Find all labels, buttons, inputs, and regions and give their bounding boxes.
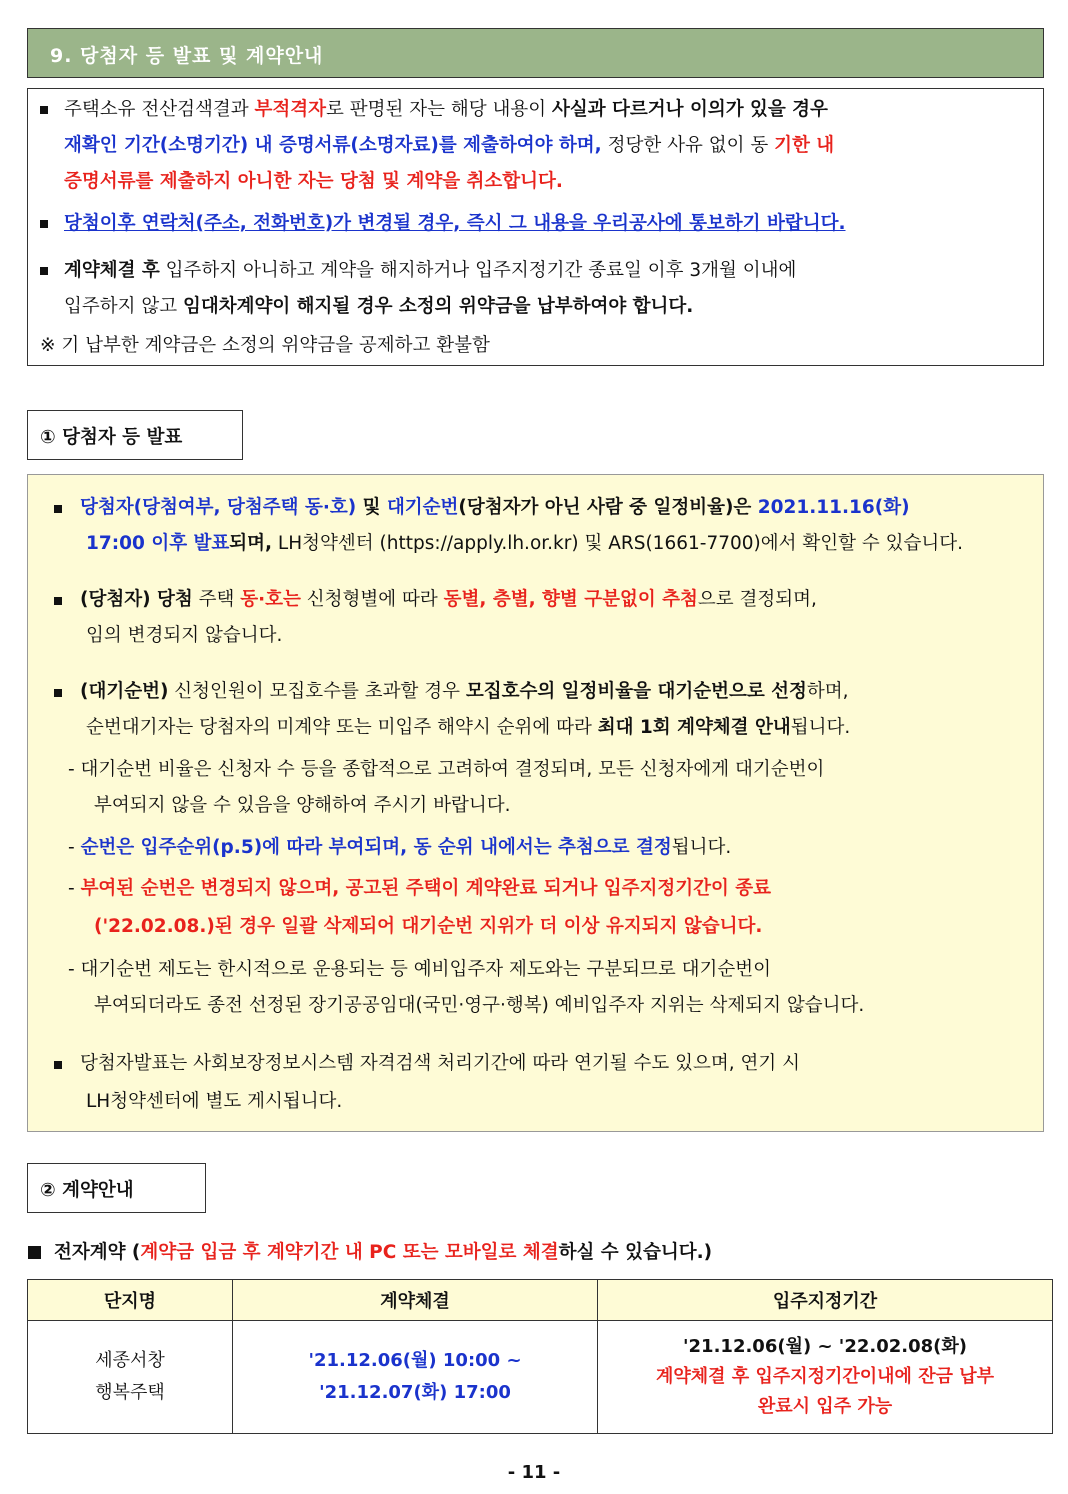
table-header: 계약체결 — [233, 1280, 598, 1321]
announce-line: LH청약센터에 별도 게시됩니다. — [86, 1091, 343, 1112]
move-in-period-cell — [598, 1321, 1053, 1434]
section-title: 9. 당첨자 등 발표 및 계약안내 — [27, 28, 1044, 78]
notice-box — [27, 88, 1044, 366]
announce-line: 임의 변경되지 않습니다. — [86, 625, 283, 646]
page-number: - 11 - — [507, 1462, 561, 1483]
move-in-note: 완료시 입주 가능 — [757, 1396, 893, 1417]
announce-line: (당첨자) 당첨 주택 동·호는 신청형별에 따라 동별, 층별, 향별 구분없이 추첨으로 결정되며, — [80, 589, 817, 610]
bullet-icon — [40, 220, 48, 228]
contract-start: '21.12.06(월) 10:00 ~ — [308, 1350, 522, 1371]
tab-announcement: ① 당첨자 등 발표 — [27, 410, 243, 460]
bullet-icon — [54, 597, 62, 605]
contract-table — [27, 1279, 1053, 1434]
notice-note: ※ 기 납부한 계약금은 소정의 위약금을 공제하고 환불함 — [40, 335, 490, 356]
announce-line: 당첨자발표는 사회보장정보시스템 자격검색 처리기간에 따라 연기될 수도 있으며, 연기 시 — [80, 1053, 801, 1074]
bullet-icon — [40, 267, 48, 275]
move-in-period: '21.12.06(월) ~ '22.02.08(화) — [683, 1336, 967, 1357]
table-header: 단지명 — [28, 1280, 233, 1321]
tab-contract: ② 계약안내 — [27, 1163, 206, 1213]
announce-dash-line: - 대기순번 비율은 신청자 수 등을 종합적으로 고려하여 결정되며, 모든 신청자에게 대기순번이 — [68, 759, 825, 780]
square-bullet-icon — [28, 1246, 41, 1259]
table-header-row — [28, 1280, 1053, 1321]
complex-type: 행복주택 — [95, 1382, 165, 1403]
announce-line: 순번대기자는 당첨자의 미계약 또는 미입주 해약시 순위에 따라 최대 1회 계약체결 안내됩니다. — [86, 717, 851, 738]
bullet-icon — [40, 106, 48, 114]
notice-line: 증명서류를 제출하지 아니한 자는 당첨 및 계약을 취소합니다. — [64, 171, 563, 192]
announce-line: 17:00 이후 발표되며, LH청약센터 (https://apply.lh.or.kr) 및 ARS(1661-7700)에서 확인할 수 있습니다. — [86, 533, 963, 554]
move-in-note: 계약체결 후 입주지정기간이내에 잔금 납부 — [655, 1366, 995, 1387]
announce-dash-line: 부여되지 않을 수 있음을 양해하여 주시기 바랍니다. — [94, 795, 511, 816]
complex-name: 세종서창 — [95, 1350, 165, 1371]
notice-line: 재확인 기간(소명기간) 내 증명서류(소명자료)를 제출하여야 하며, 정당한 사유 없이 동 기한 내 — [64, 135, 835, 156]
announce-dash-line: ('22.02.08.)된 경우 일괄 삭제되어 대기순번 지위가 더 이상 유지되지 않습니다. — [94, 916, 763, 937]
complex-name-cell — [28, 1321, 233, 1434]
notice-line: 계약체결 후 입주하지 아니하고 계약을 해지하거나 입주지정기간 종료일 이후 3개월 이내에 — [64, 260, 797, 281]
table-row — [28, 1321, 1053, 1434]
announce-line: 당첨자(당첨여부, 당첨주택 동·호) 및 대기순번(당첨자가 아닌 사람 중 일정비율)은 2021.11.16(화) — [80, 497, 910, 518]
bullet-icon — [54, 505, 62, 513]
announce-dash-line: - 대기순번 제도는 한시적으로 운용되는 등 예비입주자 제도와는 구분되므로 대기순번이 — [68, 959, 771, 980]
notice-line: 당첨이후 연락처(주소, 전화번호)가 변경될 경우, 즉시 그 내용을 우리공사에 통보하기 바랍니다. — [64, 213, 846, 234]
contract-period-cell — [233, 1321, 598, 1434]
table-header: 입주지정기간 — [598, 1280, 1053, 1321]
announcement-box — [27, 474, 1044, 1132]
announce-dash-line: 부여되더라도 종전 선정된 장기공공임대(국민·영구·행복) 예비입주자 지위는 삭제되지 않습니다. — [94, 995, 865, 1016]
bullet-icon — [54, 689, 62, 697]
announce-line: (대기순번) 신청인원이 모집호수를 초과할 경우 모집호수의 일정비율을 대기순번으로 선정하며, — [80, 681, 849, 702]
notice-line: 입주하지 않고 임대차계약이 해지될 경우 소정의 위약금을 납부하여야 합니다. — [64, 296, 694, 317]
econtract-line: 전자계약 (계약금 입금 후 계약기간 내 PC 또는 모바일로 체결하실 수 있습니다.) — [54, 1242, 713, 1263]
bullet-icon — [54, 1061, 62, 1069]
announce-dash-line: - 부여된 순번은 변경되지 않으며, 공고된 주택이 계약완료 되거나 입주지정기간이 종료 — [68, 878, 772, 899]
notice-line: 주택소유 전산검색결과 부적격자로 판명된 자는 해당 내용이 사실과 다르거나 이의가 있을 경우 — [64, 99, 828, 120]
contract-end: '21.12.07(화) 17:00 — [319, 1382, 511, 1403]
announce-dash-line: - 순번은 입주순위(p.5)에 따라 부여되며, 동 순위 내에서는 추첨으로 결정됩니다. — [68, 837, 732, 858]
